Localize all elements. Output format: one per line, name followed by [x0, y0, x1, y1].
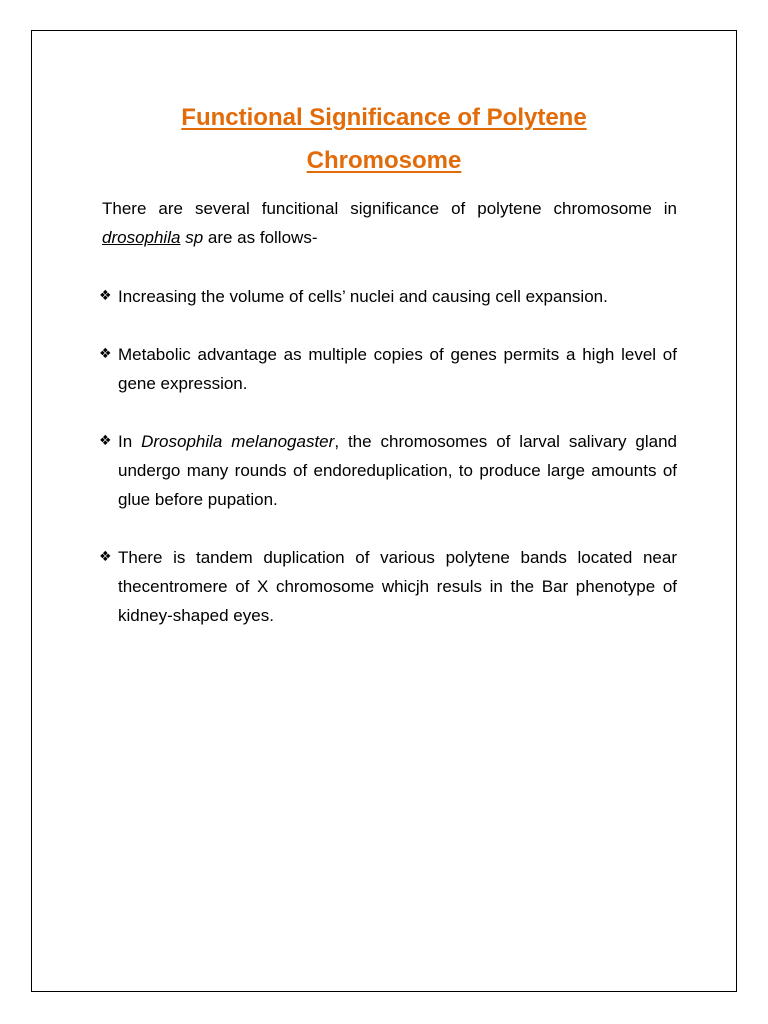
intro-sp: sp [185, 228, 204, 247]
diamond-bullet-icon: ❖ [99, 346, 112, 362]
intro-text-after: are as follows- [203, 228, 318, 247]
list-item [99, 282, 677, 311]
list-item [99, 543, 677, 630]
page-title [31, 96, 737, 182]
bullet-prefix: In [118, 432, 142, 451]
diamond-bullet-icon: ❖ [99, 288, 112, 304]
intro-text-before: There are several funcitional significance of polytene chromosome in [102, 199, 677, 218]
intro-species: drosophila [102, 228, 181, 247]
intro-paragraph [102, 194, 677, 252]
title-line-2: Chromosome [306, 147, 462, 174]
bullet-text: There is tandem duplication of various polytene bands located near thecentromere of X chromosome whicjh resuls in the Bar phenotype of kidney-shaped eyes. [118, 548, 677, 625]
bullet-list [99, 282, 677, 659]
bullet-text: Metabolic advantage as multiple copies of genes permits a high level of gene expression. [118, 345, 677, 393]
list-item [99, 427, 677, 514]
list-item [99, 340, 677, 398]
diamond-bullet-icon: ❖ [99, 433, 112, 449]
bullet-text: Increasing the volume of cells’ nuclei and causing cell expansion. [118, 287, 608, 306]
bullet-text: , the chromosomes of larval salivary gland undergo many rounds of endoreduplication, to produce large amounts of glue before pupation. [118, 432, 677, 509]
diamond-bullet-icon: ❖ [99, 549, 112, 565]
title-line-1: Functional Significance of Polytene [181, 104, 587, 131]
bullet-italic-species: Drosophila melanogaster [141, 432, 335, 451]
